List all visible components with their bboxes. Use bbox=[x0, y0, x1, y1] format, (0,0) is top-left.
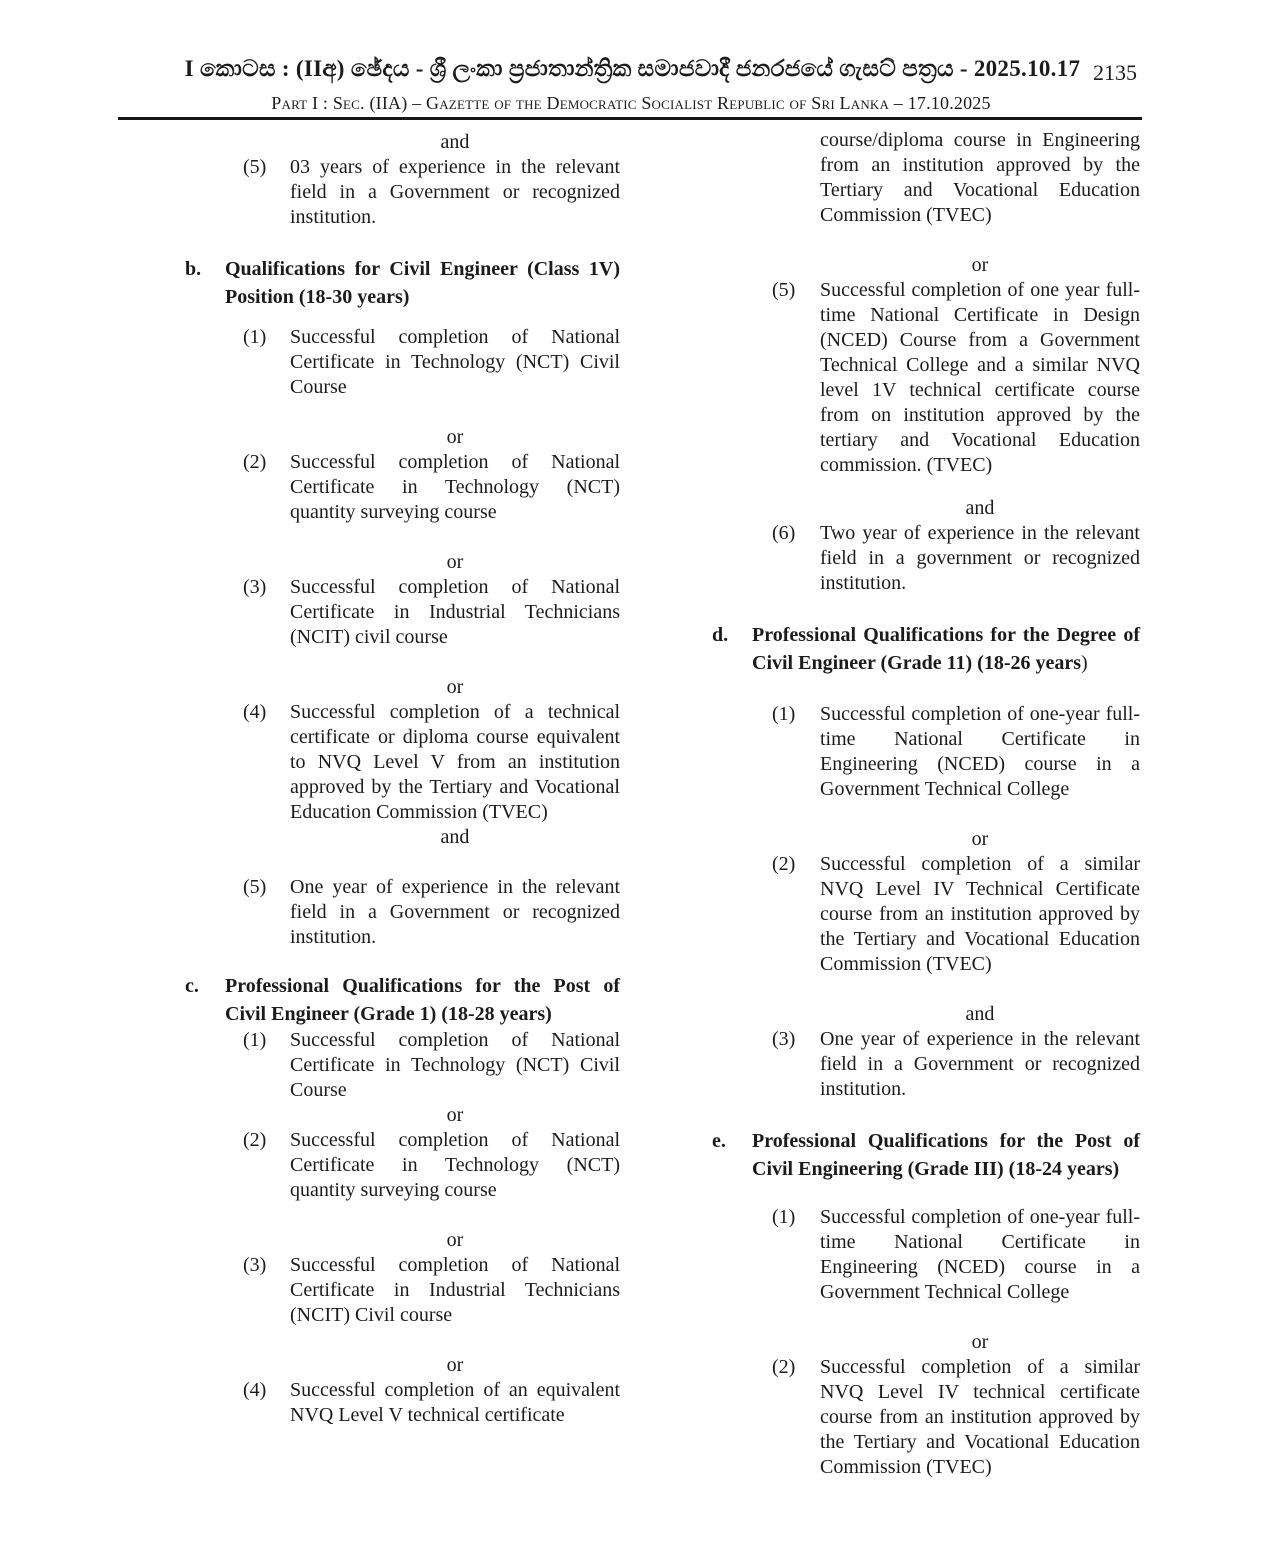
qualification-item-r5 bbox=[712, 278, 1140, 478]
section-heading-b bbox=[185, 255, 620, 311]
qualification-item-d2 bbox=[712, 852, 1140, 977]
item-number: (5) bbox=[243, 156, 267, 178]
item-text: Successful completion of National Certificate in Industrial Technicians (NCIT) civil course bbox=[290, 576, 620, 648]
heading-text-wrap bbox=[752, 621, 1140, 677]
conjunction-and: and bbox=[965, 1003, 995, 1025]
heading-text: Professional Qualifications for the Post of Civil Engineer (Grade 1) (18-28 years) bbox=[225, 975, 620, 1025]
qualification-item-c4 bbox=[185, 1378, 620, 1428]
qualification-item-e1 bbox=[712, 1205, 1140, 1305]
qualification-item-b2 bbox=[185, 450, 620, 525]
heading-tail: ) bbox=[1081, 652, 1088, 674]
item-text: Successful completion of National Certificate in Technology (NCT) quantity surveying course bbox=[290, 451, 620, 523]
heading-text-wrap bbox=[752, 1127, 1140, 1183]
conjunction-or: or bbox=[971, 1331, 989, 1353]
qualification-item-a5 bbox=[185, 155, 620, 230]
qualification-item-b3 bbox=[185, 575, 620, 650]
right-column bbox=[712, 128, 1140, 1480]
qualification-item-b1 bbox=[185, 325, 620, 400]
item-number: (2) bbox=[243, 451, 267, 473]
item-text: Successful completion of National Certificate in Technology (NCT) quantity surveying course bbox=[290, 1129, 620, 1201]
item-text: Successful completion of National Certificate in Industrial Technicians (NCIT) Civil course bbox=[290, 1254, 620, 1326]
heading-text: Professional Qualifications for the Post of Civil Engineering (Grade III) (18-24 years) bbox=[752, 1130, 1140, 1180]
heading-text-wrap bbox=[225, 255, 620, 311]
section-letter: d. bbox=[712, 624, 729, 646]
qualification-item-r6 bbox=[712, 521, 1140, 596]
item-number: (6) bbox=[772, 522, 796, 544]
page-number: 2135 bbox=[1093, 60, 1137, 85]
heading-text: Qualifications for Civil Engineer (Class 1V) Position (18-30 years) bbox=[225, 258, 620, 308]
conjunction-and: and bbox=[440, 826, 470, 848]
section-letter: b. bbox=[185, 258, 202, 280]
section-letter: c. bbox=[185, 975, 199, 997]
left-column bbox=[185, 130, 620, 1428]
item-text: Successful completion of National Certificate in Technology (NCT) Civil Course bbox=[290, 1029, 620, 1101]
conjunction-or: or bbox=[446, 1104, 464, 1126]
section-heading-e bbox=[712, 1127, 1140, 1183]
item-number: (3) bbox=[243, 1254, 267, 1276]
item-number: (2) bbox=[772, 853, 796, 875]
item-text: 03 years of experience in the relevant field in a Government or recognized institution. bbox=[290, 156, 620, 228]
item-text: One year of experience in the relevant field in a Government or recognized institution. bbox=[820, 1028, 1140, 1100]
conjunction-or: or bbox=[446, 676, 464, 698]
item-text: Successful completion of an equivalent NVQ Level V technical certificate bbox=[290, 1379, 620, 1426]
heading-text: Professional Qualifications for the Degree of Civil Engineer (Grade 11) (18-26 years bbox=[752, 624, 1140, 674]
conjunction-and: and bbox=[965, 497, 995, 519]
conjunction-or: or bbox=[971, 828, 989, 850]
item-number: (2) bbox=[772, 1356, 796, 1378]
conjunction-or: or bbox=[446, 426, 464, 448]
continuation-paragraph: course/diploma course in Engineering from an institution approved by the Tertiary and Vocational Education Commission (TVEC) bbox=[820, 129, 1140, 226]
section-letter: e. bbox=[712, 1130, 726, 1152]
header-rule bbox=[118, 117, 1142, 120]
item-number: (1) bbox=[772, 1206, 796, 1228]
qualification-item-c1 bbox=[185, 1028, 620, 1103]
item-text: Successful completion of one year full-time National Certificate in Design (NCED) Course from a Government Technical College and a similar NVQ level 1V technical certificate course from on institution approved by the tertiary and Vocational Education commission. (TVEC) bbox=[820, 279, 1140, 476]
item-number: (5) bbox=[772, 279, 796, 301]
conjunction-or: or bbox=[446, 1354, 464, 1376]
item-text: Successful completion of a similar NVQ Level IV Technical Certificate course from an institution approved by the Tertiary and Vocational Education Commission (TVEC) bbox=[820, 853, 1140, 975]
conjunction-or: or bbox=[971, 254, 989, 276]
conjunction-and: and bbox=[440, 131, 470, 153]
qualification-item-b4 bbox=[185, 700, 620, 825]
item-number: (1) bbox=[243, 1029, 267, 1051]
item-text: Successful completion of a technical certificate or diploma course equivalent to NVQ Level V from an institution approved by the Tertiary and Vocational Education Commission (TVEC) bbox=[290, 701, 620, 823]
item-number: (4) bbox=[243, 701, 267, 723]
header-sinhala-title: I කොටස : (IIඅ) ඡේදය - ශ්‍රී ලංකා ප්‍රජාතාන්ත්‍රික සමාජවාදී ජනරජයේ ගැසට් පත්‍රය - 2025.10.17 bbox=[184, 56, 1081, 81]
item-text: Successful completion of National Certificate in Technology (NCT) Civil Course bbox=[290, 326, 620, 398]
section-heading-c bbox=[185, 972, 620, 1028]
qualification-item-d1 bbox=[712, 702, 1140, 802]
item-number: (4) bbox=[243, 1379, 267, 1401]
qualification-item-b5 bbox=[185, 875, 620, 950]
qualification-item-c3 bbox=[185, 1253, 620, 1328]
item-number: (1) bbox=[772, 703, 796, 725]
item-number: (5) bbox=[243, 876, 267, 898]
conjunction-or: or bbox=[446, 551, 464, 573]
qualification-item-e2 bbox=[712, 1355, 1140, 1480]
heading-text-wrap bbox=[225, 972, 620, 1028]
conjunction-or: or bbox=[446, 1229, 464, 1251]
item-number: (3) bbox=[772, 1028, 796, 1050]
item-number: (1) bbox=[243, 326, 267, 348]
item-text: Successful completion of one-year full-time National Certificate in Engineering (NCED) course in a Government Technical College bbox=[820, 703, 1140, 800]
header-english-title: Part I : Sec. (IIA) – Gazette of the Democratic Socialist Republic of Sri Lanka – 17.10.2025 bbox=[271, 93, 991, 113]
item-text: Successful completion of a similar NVQ Level IV technical certificate course from an institution approved by the Tertiary and Vocational Education Commission (TVEC) bbox=[820, 1356, 1140, 1478]
item-text: One year of experience in the relevant field in a Government or recognized institution. bbox=[290, 876, 620, 948]
item-text: Successful completion of one-year full-time National Certificate in Engineering (NCED) course in a Government Technical College bbox=[820, 1206, 1140, 1303]
qualification-item-d3 bbox=[712, 1027, 1140, 1102]
item-text: Two year of experience in the relevant field in a government or recognized institution. bbox=[820, 522, 1140, 594]
item-number: (2) bbox=[243, 1129, 267, 1151]
qualification-item-c2 bbox=[185, 1128, 620, 1203]
section-heading-d bbox=[712, 621, 1140, 677]
item-number: (3) bbox=[243, 576, 267, 598]
